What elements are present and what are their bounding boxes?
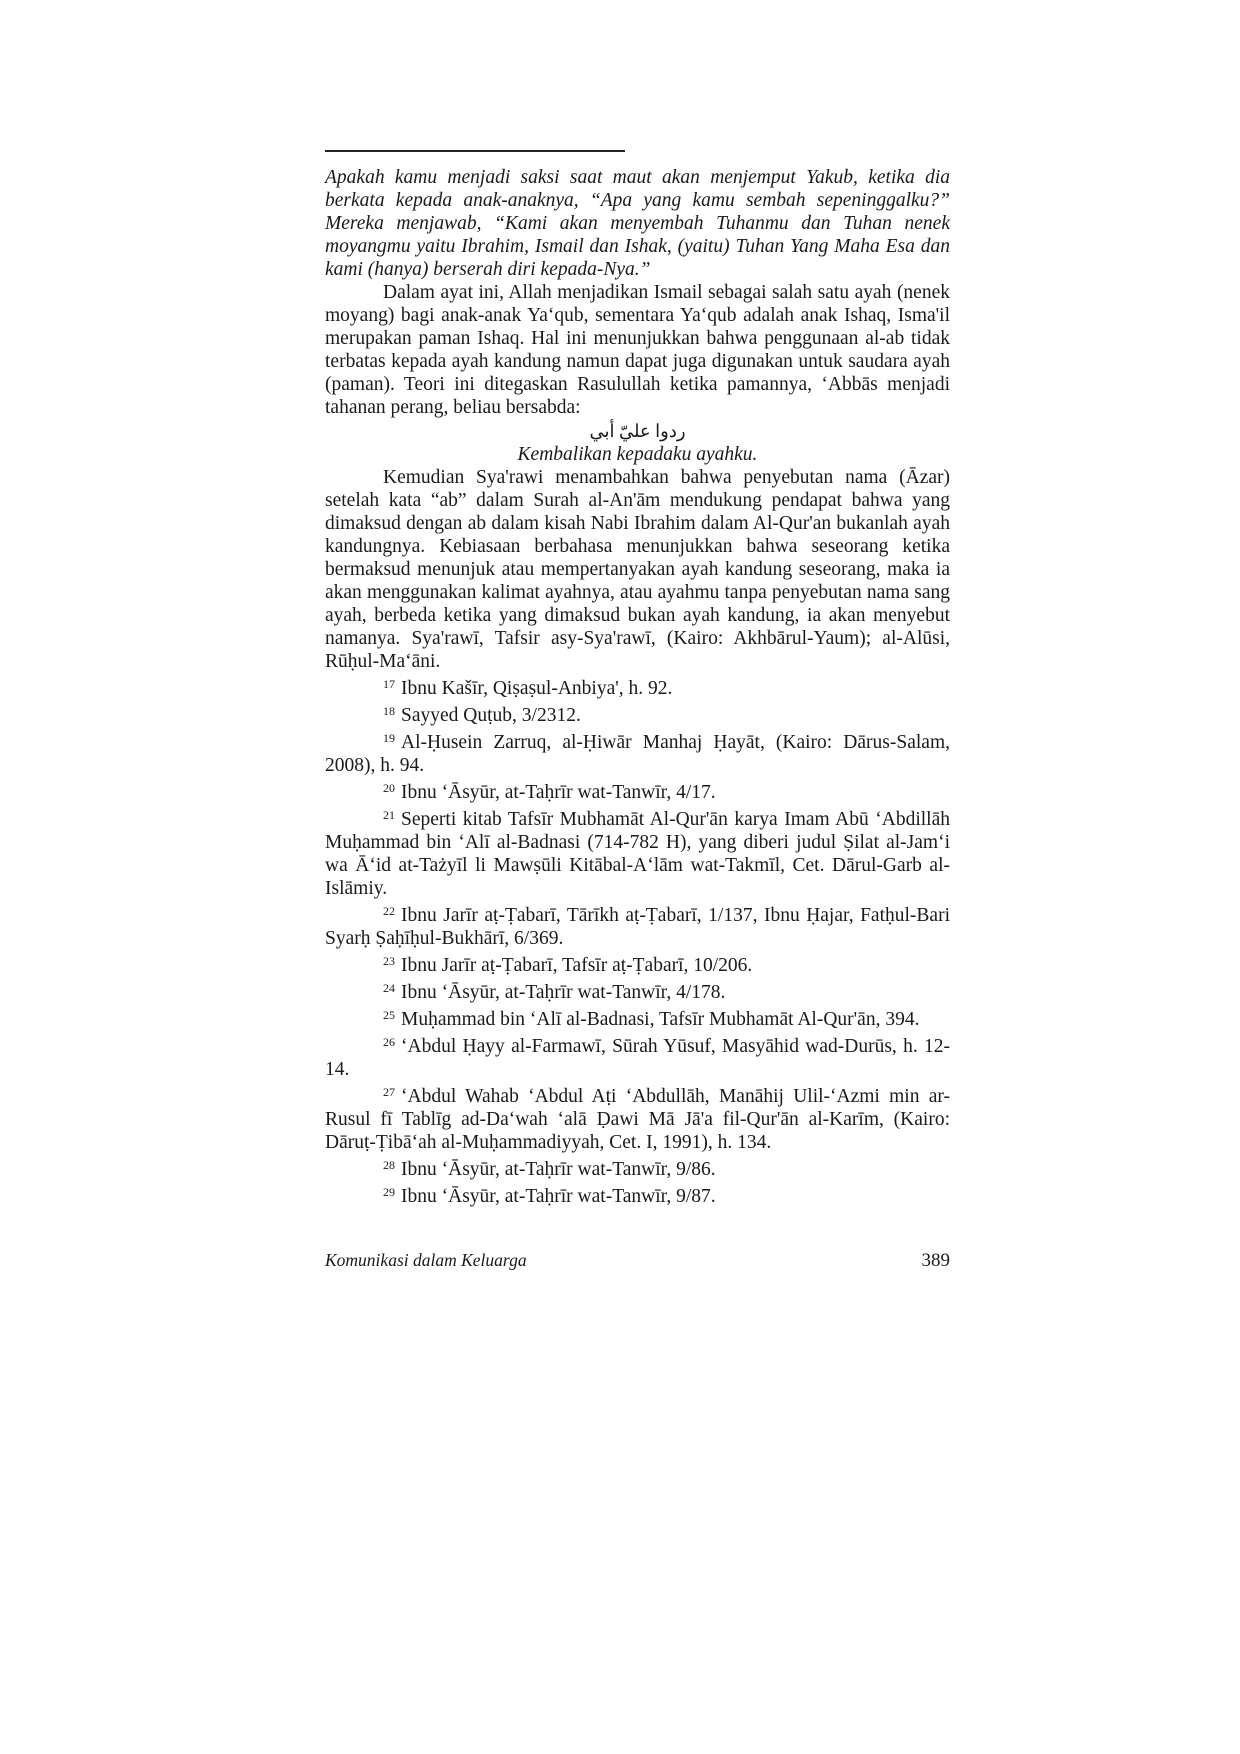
footnote-29: $^{29}$ Ibnu ‘Āsyūr, at-Taḥrīr wat-Tanwīr, 9/87. — [383, 1185, 716, 1207]
arabic-hadith: ردوا عليّ أبي — [589, 421, 686, 441]
footnote-separator — [325, 150, 625, 152]
footnote-21: $^{21}$ Seperti kitab Tafsīr Mubhamāt Al-Qur'ān karya Imam Abū ‘Abdillāh Muḥammad bin ‘Alī al-Badnasi (714-782 H), yang diberi judul Ṣilat al-Jam‘i wa Ā‘id at-Tażyīl li Mawṣūli Kitābal-A‘lām wat-Takmīl, Cet. Dārul-Garb al-Islāmiy. — [325, 808, 950, 899]
page-number: 389 — [921, 1250, 950, 1271]
footnote-area — [325, 150, 950, 1208]
hadith-translation: Kembalikan kepadaku ayahku. — [517, 444, 758, 465]
footnote-20: $^{20}$ Ibnu ‘Āsyūr, at-Taḥrīr wat-Tanwīr, 4/17. — [383, 781, 716, 803]
footnote-27: $^{27}$ ‘Abdul Wahab ‘Abdul Aṭi ‘Abdullāh, Manāhij Ulil-‘Azmi min ar-Rusul fī Tablīg ad-Da‘wah ‘alā Ḍawi Mā Jā'a fil-Qur'ān al-Karīm, (Kairo: Dāruṭ-Ṭibā‘ah al-Muḥammadiyyah, Cet. I, 1991), h. 134. — [325, 1085, 950, 1153]
footnote-17: $^{17}$ Ibnu Kašīr, Qiṣaṣul-Anbiya', h. 92. — [383, 677, 673, 699]
footnote-25: $^{25}$ Muḥammad bin ‘Alī al-Badnasi, Tafsīr Mubhamāt Al-Qur'ān, 394. — [383, 1008, 920, 1030]
footnote-24: $^{24}$ Ibnu ‘Āsyūr, at-Taḥrīr wat-Tanwīr, 4/178. — [383, 981, 726, 1003]
footnote-18: $^{18}$ Sayyed Quṭub, 3/2312. — [383, 704, 581, 726]
paragraph-2: Kemudian Sya'rawi menambahkan bahwa penyebutan nama (Āzar) setelah kata “ab” dalam Surah al-An'ām mendukung pendapat bahwa yang dimaksud dengan ab dalam kisah Nabi Ibrahim dalam Al-Qur'an bukanlah ayah kandungnya. Kebiasaan berbahasa menunjukkan bahwa seseorang ketika bermaksud menunjuk atau mempertanyakan ayah kandung seseorang, maka ia akan menggunakan kalimat ayahnya, atau ayahmu tanpa penyebutan nama sang ayah, berbeda ketika yang dimaksud bukan ayah kandung, ia akan menyebut namanya. Sya'rawī, Tafsir asy-Sya'rawī, (Kairo: Akhbārul-Yaum); al-Alūsi, Rūḥul-Ma‘āni. — [325, 467, 950, 672]
footnote-26: $^{26}$ ‘Abdul Ḥayy al-Farmawī, Sūrah Yūsuf, Masyāhid wad-Durūs, h. 12-14. — [325, 1035, 950, 1080]
running-title: Komunikasi dalam Keluarga — [325, 1250, 527, 1270]
footnote-22: $^{22}$ Ibnu Jarīr aṭ-Ṭabarī, Tārīkh aṭ-Ṭabarī, 1/137, Ibnu Ḥajar, Fatḥul-Bari Syarḥ Ṣaḥīḥul-Bukhārī, 6/369. — [325, 904, 950, 949]
paragraph-1: Dalam ayat ini, Allah menjadikan Ismail sebagai salah satu ayah (nenek moyang) bagi anak-anak Ya‘qub, sementara Ya‘qub adalah anak Ishaq, Isma'il merupakan paman Ishaq. Hal ini menunjukkan bahwa penggunaan al-ab tidak terbatas kepada ayah kandung namun dapat juga digunakan untuk saudara ayah (paman). Teori ini ditegaskan Rasulullah ketika pamannya, ‘Abbās menjadi tahanan perang, beliau bersabda: — [325, 282, 950, 418]
quran-translation-quote: Apakah kamu menjadi saksi saat maut akan menjemput Yakub, ketika dia berkata kepada anak-anaknya, “Apa yang kamu sembah sepeninggalku?” Mereka menjawab, “Kami akan menyembah Tuhanmu dan Tuhan nenek moyangmu yaitu Ibrahim, Ismail dan Ishak, (yaitu) Tuhan Yang Maha Esa dan kami (hanya) berserah diri kepada-Nya.” — [325, 167, 950, 280]
footnote-23: $^{23}$ Ibnu Jarīr aṭ-Ṭabarī, Tafsīr aṭ-Ṭabarī, 10/206. — [383, 954, 753, 976]
footnote-19: $^{19}$ Al-Ḥusein Zarruq, al-Ḥiwār Manhaj Ḥayāt, (Kairo: Dārus-Salam, 2008), h. 94. — [325, 731, 950, 776]
footnote-28: $^{28}$ Ibnu ‘Āsyūr, at-Taḥrīr wat-Tanwīr, 9/86. — [383, 1158, 716, 1180]
